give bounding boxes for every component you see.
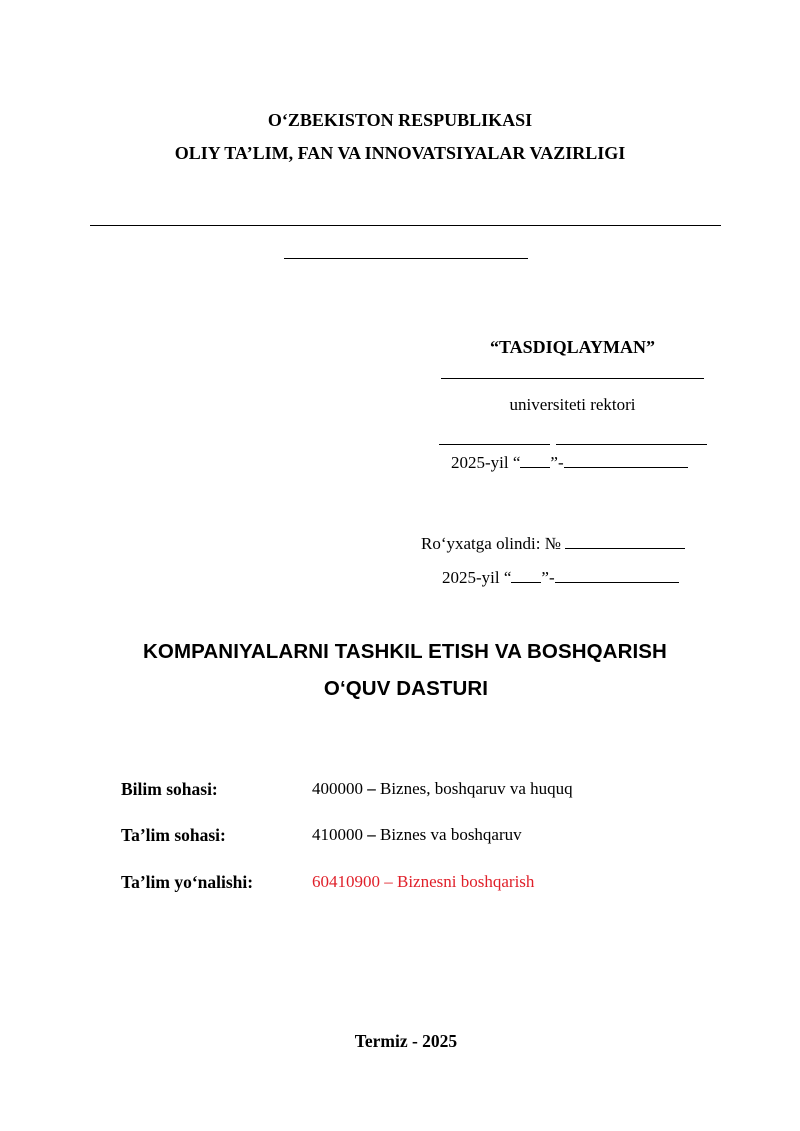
field-text: Biznes va boshqaruv <box>380 825 522 844</box>
header-ministry: OLIY TA’LIM, FAN VA INNOVATSIYALAR VAZIRLIGI <box>174 143 626 163</box>
field-text: Biznesni boshqarish <box>397 872 535 891</box>
institution-blank-line-2 <box>284 258 528 259</box>
registration-date-prefix: 2025-yil “ <box>442 568 512 587</box>
approval-day-blank <box>520 451 550 468</box>
approval-date <box>451 451 688 474</box>
field-code: 60410900 <box>312 872 380 891</box>
approval-role: universiteti rektori <box>509 395 636 414</box>
registration-day-blank <box>511 566 541 583</box>
field-dash: – <box>380 872 397 891</box>
approval-month-blank <box>564 451 688 468</box>
field-code: 410000 <box>312 825 363 844</box>
header-country: O‘ZBEKISTON RESPUBLIKASI <box>267 110 533 130</box>
field-value-education-area <box>312 824 522 846</box>
field-label-education-area: Ta’lim sohasi: <box>121 825 226 845</box>
approval-signature-line <box>441 378 704 379</box>
registration-number <box>421 532 685 555</box>
field-label-education-direction: Ta’lim yo‘nalishi: <box>121 872 254 892</box>
approval-name-blank <box>556 444 707 445</box>
registration-date-mid: ”- <box>541 568 555 587</box>
program-title-line2: O‘QUV DASTURI <box>323 677 489 700</box>
approval-date-prefix: 2025-yil “ <box>451 453 521 472</box>
registration-number-blank <box>565 532 685 549</box>
registration-month-blank <box>555 566 679 583</box>
registration-label: Ro‘yxatga olindi: № <box>421 534 561 553</box>
field-value-knowledge-area <box>312 778 573 800</box>
field-dash: – <box>363 825 380 844</box>
field-text: Biznes, boshqaruv va huquq <box>380 779 573 798</box>
registration-date <box>442 566 679 589</box>
field-code: 400000 <box>312 779 363 798</box>
footer-city-year: Termiz - 2025 <box>354 1031 458 1051</box>
field-label-knowledge-area: Bilim sohasi: <box>121 779 218 799</box>
approval-title: “TASDIQLAYMAN” <box>489 337 656 357</box>
approval-date-mid: ”- <box>550 453 564 472</box>
institution-blank-line-1 <box>90 225 721 226</box>
field-value-education-direction <box>312 871 534 893</box>
field-dash: – <box>363 779 380 798</box>
program-title-line1: KOMPANIYALARNI TASHKIL ETISH VA BOSHQARISH <box>143 640 667 663</box>
approval-signature-blank <box>439 444 550 445</box>
